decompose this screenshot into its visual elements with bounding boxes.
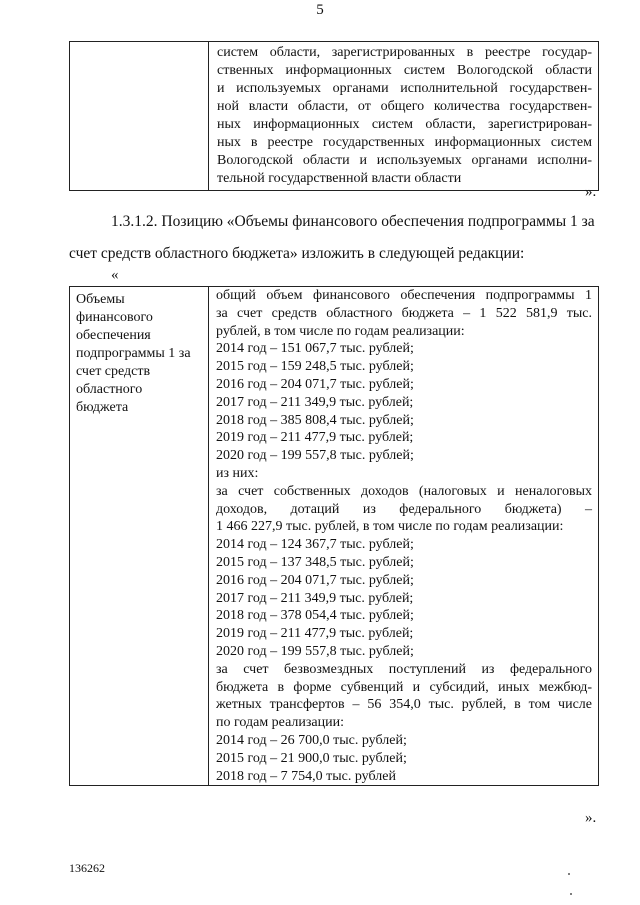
position-name-line: подпрограммы 1 за <box>76 346 191 361</box>
closing-quote: ». <box>585 184 597 200</box>
content-line: 2018 год – 385 808,4 тыс. рублей; <box>216 412 414 428</box>
content-line: 1 466 227,9 тыс. рублей, в том числе по годам реализации: <box>216 519 564 535</box>
paragraph-line-2: счет средств областного бюджета» изложить в следующей редакции: <box>69 245 525 262</box>
position-name-line: бюджета <box>76 400 129 415</box>
content-line: доходов, дотаций из федерального бюджета) – <box>216 501 592 517</box>
position-name <box>70 287 208 417</box>
text-line: Вологодской области и используемых органами исполни- <box>217 153 592 168</box>
content-line: бюджета в форме субвенций и субсидий, иных межбюд- <box>216 679 592 695</box>
main-table <box>69 286 599 786</box>
top-table-text <box>209 42 598 190</box>
content-line: общий объем финансового обеспечения подпрограммы 1 <box>216 288 592 303</box>
position-name-line: областного <box>76 382 143 397</box>
text-line: ственных информационных систем Вологодской области <box>217 63 592 78</box>
paragraph-line-1: 1.3.1.2. Позицию «Объемы финансового обеспечения подпрограммы 1 за <box>111 213 595 230</box>
content-line: 2019 год – 211 477,9 тыс. рублей; <box>216 626 414 642</box>
page-number: 5 <box>316 2 324 18</box>
content-line: рублей, в том числе по годам реализации: <box>216 323 465 339</box>
content-line: 2014 год – 26 700,0 тыс. рублей; <box>216 732 407 748</box>
content-line: 2015 год – 21 900,0 тыс. рублей; <box>216 750 407 766</box>
content-line: 2020 год – 199 557,8 тыс. рублей; <box>216 643 414 659</box>
content-line: 2014 год – 124 367,7 тыс. рублей; <box>216 537 414 553</box>
text-line: ных информационных систем области, зарегистрирован- <box>217 117 592 132</box>
scan-speck <box>570 893 572 895</box>
document-number: 136262 <box>69 861 105 875</box>
main-table-right-cell <box>209 287 599 786</box>
content-line: за счет средств областного бюджета – 1 522 581,9 тыс. <box>216 305 592 321</box>
content-line: 2015 год – 137 348,5 тыс. рублей; <box>216 554 414 570</box>
main-table-left-cell <box>70 287 209 786</box>
content-line: 2014 год – 151 067,7 тыс. рублей; <box>216 341 414 357</box>
top-table <box>69 41 599 191</box>
text-line: ных в реестре государственных информационных систем <box>217 135 592 150</box>
content-line: из них: <box>216 465 259 481</box>
scan-speck <box>568 873 570 875</box>
content-line: 2018 год – 378 054,4 тыс. рублей; <box>216 608 414 624</box>
content-line: по годам реализации: <box>216 715 344 731</box>
position-name-line: Объемы <box>76 292 125 307</box>
top-table-right-cell <box>209 42 599 191</box>
content-line: 2017 год – 211 349,9 тыс. рублей; <box>216 394 414 410</box>
text-line: систем области, зарегистрированных в реестре государ- <box>217 45 592 60</box>
content-line: за счет собственных доходов (налоговых и неналоговых <box>216 483 592 499</box>
text-line: ной власти области, от общего количества государствен- <box>217 99 592 114</box>
content-line: 2019 год – 211 477,9 тыс. рублей; <box>216 430 414 446</box>
content-line: 2020 год – 199 557,8 тыс. рублей; <box>216 448 414 464</box>
position-content <box>209 287 598 785</box>
content-line: за счет безвозмездных поступлений из федерального <box>216 661 592 677</box>
position-name-line: финансового <box>76 310 153 325</box>
content-line: жетных трансфертов – 56 354,0 тыс. рублей, в том числе <box>216 697 592 713</box>
opening-quote: « <box>111 267 119 283</box>
content-line: 2015 год – 159 248,5 тыс. рублей; <box>216 359 414 375</box>
text-line: тельной государственной власти области <box>217 171 462 186</box>
content-line: 2017 год – 211 349,9 тыс. рублей; <box>216 590 414 606</box>
content-line: 2016 год – 204 071,7 тыс. рублей; <box>216 376 414 392</box>
closing-quote-2: ». <box>585 810 597 826</box>
content-line: 2018 год – 7 754,0 тыс. рублей <box>216 768 396 784</box>
top-table-left-cell <box>70 42 209 191</box>
text-line: и используемых органами исполнительной государствен- <box>217 81 592 96</box>
content-line: 2016 год – 204 071,7 тыс. рублей; <box>216 572 414 588</box>
position-name-line: счет средств <box>76 364 151 379</box>
position-name-line: обеспечения <box>76 328 151 343</box>
